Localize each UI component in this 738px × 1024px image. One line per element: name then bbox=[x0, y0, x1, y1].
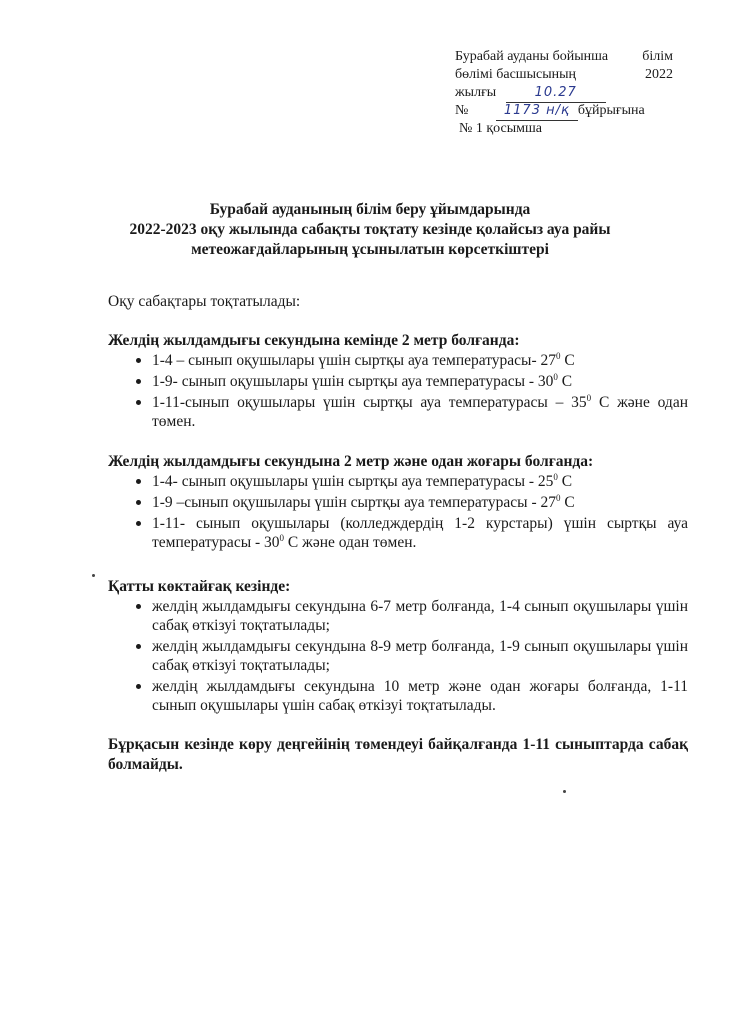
handwritten-date-field bbox=[506, 84, 606, 103]
bullet-list bbox=[108, 597, 688, 715]
title-line-1: Бурабай ауданының білім беру ұйымдарында bbox=[209, 201, 531, 218]
document-title bbox=[90, 200, 650, 260]
bullet-list bbox=[108, 472, 688, 552]
section-heading: Желдің жылдамдығы секундына кемінде 2 метр болғанда: bbox=[108, 332, 520, 349]
intro-text: Оқу сабақтары тоқтатылады: bbox=[108, 293, 301, 310]
title-line-3: метеожағдайларының ұсынылатын көрсеткіштері bbox=[191, 241, 549, 258]
header-line-1-left: Бурабай ауданы бойынша bbox=[455, 49, 609, 64]
bullet-list bbox=[108, 351, 688, 431]
list-item: 1-9 –сынып оқушылары үшін сыртқы ауа температурасы - $27^0$ С bbox=[152, 493, 688, 512]
list-item: 1-4- сынып оқушылары үшін сыртқы ауа температурасы - $25^0$ С bbox=[152, 472, 688, 491]
scan-speck bbox=[92, 574, 95, 577]
header-appendix: № 1 қосымша bbox=[459, 121, 542, 136]
approval-header bbox=[455, 48, 673, 138]
list-item: желдің жылдамдығы секундына 6-7 метр болғанда, 1-4 сынып оқушылары үшін сабақ өткізуі тоқтатылады; bbox=[152, 598, 688, 634]
list-item: 1-11-сынып оқушылары үшін сыртқы ауа температурасы – $35^0$ С және одан төмен. bbox=[152, 392, 688, 430]
header-line-2 bbox=[455, 66, 673, 84]
list-item: 1-4 – сынып оқушылары үшін сыртқы ауа температурасы- $27^0$ С bbox=[152, 351, 688, 370]
header-line-1-right: білім bbox=[642, 49, 673, 64]
header-order-suffix: бұйрығына bbox=[577, 103, 645, 118]
header-line-1 bbox=[455, 48, 673, 66]
section-heading: Қатты көктайғақ кезінде: bbox=[108, 578, 291, 595]
header-line-2-left: бөлімі басшысының bbox=[455, 67, 576, 82]
section-wind-2-and-above bbox=[108, 452, 688, 554]
header-date-label: жылғы bbox=[455, 85, 497, 100]
header-line-4 bbox=[455, 102, 673, 120]
header-line-2-right: 2022 bbox=[645, 67, 673, 82]
list-item: желдің жылдамдығы секундына 8-9 метр болғанда, 1-9 сынып оқушылары үшін сабақ өткізуі тоқтатылады; bbox=[152, 638, 688, 674]
section-wind-below-2 bbox=[108, 331, 688, 433]
list-item: желдің жылдамдығы секундына 10 метр және одан жоғары болғанда, 1-11 сынып оқушылары үшін сабақ өткізуі тоқтатылады. bbox=[152, 678, 688, 714]
list-item: 1-11- сынып оқушылары (колледждердің 1-2 курстары) үшін сыртқы ауа температурасы - $30^0$ С және одан төмен. bbox=[152, 515, 688, 551]
handwritten-number-field bbox=[496, 102, 578, 121]
header-number-label: № bbox=[455, 103, 469, 118]
section-black-ice bbox=[108, 577, 688, 717]
header-line-5 bbox=[455, 120, 673, 138]
scan-speck bbox=[563, 790, 566, 793]
section-heading: Желдің жылдамдығы секундына 2 метр және одан жоғары болғанда: bbox=[108, 453, 594, 470]
handwritten-order-number: 1173 н/қ bbox=[503, 103, 570, 118]
header-line-3 bbox=[455, 84, 673, 102]
title-line-2: 2022-2023 оқу жылында сабақты тоқтату кезінде қолайсыз ауа райы bbox=[129, 221, 611, 238]
list-item: 1-9- сынып оқушылары үшін сыртқы ауа температурасы - $30^0$ С bbox=[152, 372, 688, 391]
blizzard-note: Бұрқасын кезінде көру деңгейінің төмендеуі байқалғанда 1-11 сыныптарда сабақ болмайды. bbox=[108, 736, 688, 773]
handwritten-date: 10.27 bbox=[534, 85, 577, 100]
